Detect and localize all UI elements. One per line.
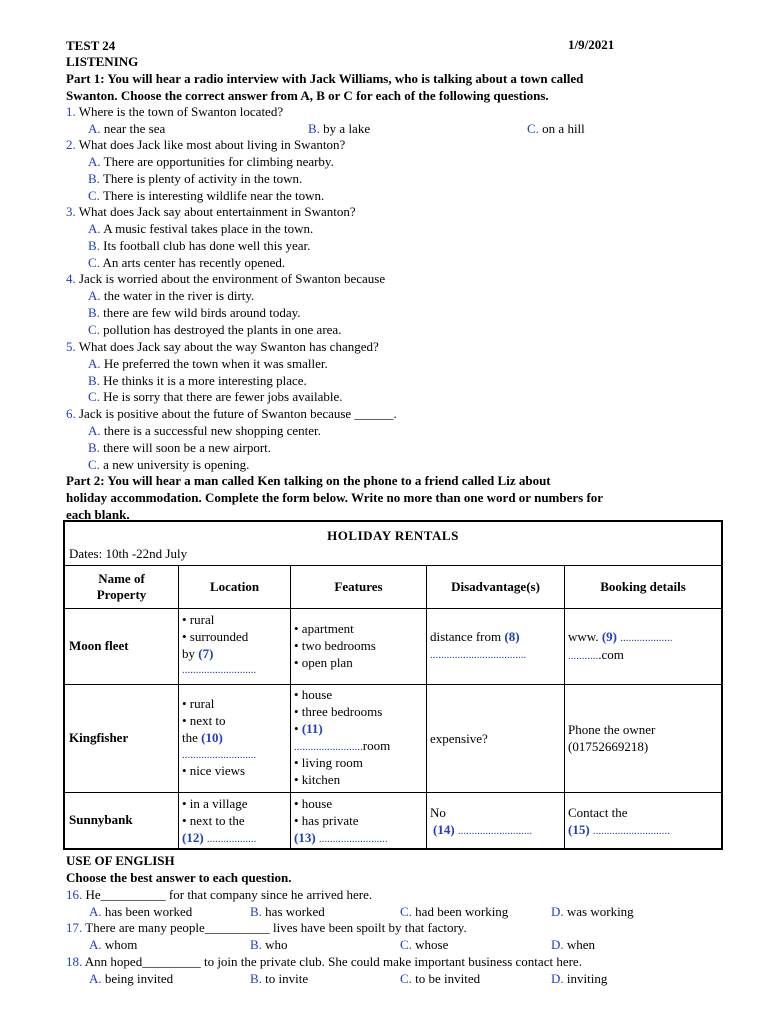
q16-option-b[interactable]: B. has worked xyxy=(250,904,325,919)
q6-option-a[interactable]: A. there is a successful new shopping center. xyxy=(88,423,321,438)
q3-option-a[interactable]: A. A music festival takes place in the town. xyxy=(88,221,314,236)
english-instruction: Choose the best answer to each question. xyxy=(66,870,292,885)
q6-option-c[interactable]: C. a new university is opening. xyxy=(88,457,250,472)
blank-15-input[interactable]: ............................ xyxy=(592,825,670,837)
row-moonfleet-location: • rural • surrounded by (7) ........................... xyxy=(179,609,291,685)
row-sunnybank-disadvantage: No (14) ........................... xyxy=(427,793,565,848)
q17-option-d[interactable]: D. when xyxy=(551,937,596,952)
q16-option-c[interactable]: C. had been working xyxy=(400,904,509,919)
question-18: 18. Ann hoped_________ to join the private club. She could make important business contact here. xyxy=(66,954,582,969)
table-dates: Dates: 10th -22nd July xyxy=(69,546,188,561)
table-title-cell xyxy=(65,522,721,566)
row-sunnybank-features: • house • has private (13) ......................... xyxy=(291,793,427,848)
q16-option-d[interactable]: D. was working xyxy=(551,904,634,919)
test-title: TEST 24 xyxy=(66,38,116,53)
blank-12-input[interactable]: .................. xyxy=(206,833,257,845)
question-17: 17. There are many people__________ lives have been spoilt by that factory. xyxy=(66,920,467,935)
row-sunnybank-location: • in a village • next to the (12) .................. xyxy=(179,793,291,848)
row-moonfleet-disadvantage: distance from (8) ................................... xyxy=(427,609,565,685)
q2-option-a[interactable]: A. There are opportunities for climbing nearby. xyxy=(88,154,334,169)
q1-option-b[interactable]: B. by a lake xyxy=(308,121,371,136)
q18-option-a[interactable]: A. being invited xyxy=(89,971,174,986)
q1-option-a[interactable]: A. near the sea xyxy=(88,121,166,136)
q2-option-c[interactable]: C. There is interesting wildlife near the town. xyxy=(88,188,325,203)
header-name-of-property: Name of Property xyxy=(65,566,179,609)
section-listening: LISTENING xyxy=(66,54,139,69)
q4-option-b[interactable]: B. there are few wild birds around today. xyxy=(88,305,301,320)
q5-option-b[interactable]: B. He thinks it is a more interesting place. xyxy=(88,373,307,388)
row-moonfleet-features: • apartment • two bedrooms • open plan xyxy=(291,609,427,685)
row-kingfisher-features: • house • three bedrooms • (11) .........................room • living room • kitchen xyxy=(291,685,427,793)
q17-option-c[interactable]: C. whose xyxy=(400,937,449,952)
question-6: 6. Jack is positive about the future of Swanton because ______. xyxy=(66,406,397,421)
row-kingfisher-location: • rural • next to the (10) ........................... • nice views xyxy=(179,685,291,793)
q3-option-c[interactable]: C. An arts center has recently opened. xyxy=(88,255,286,270)
row-kingfisher-booking: Phone the owner (01752669218) xyxy=(565,685,721,793)
q4-option-a[interactable]: A. the water in the river is dirty. xyxy=(88,288,255,303)
q2-option-b[interactable]: B. There is plenty of activity in the town. xyxy=(88,171,303,186)
q18-option-d[interactable]: D. inviting xyxy=(551,971,608,986)
q5-option-a[interactable]: A. He preferred the town when it was smaller. xyxy=(88,356,328,371)
row-sunnybank-name: Sunnybank xyxy=(65,793,179,848)
question-4: 4. Jack is worried about the environment of Swanton because xyxy=(66,271,386,286)
q4-option-c[interactable]: C. pollution has destroyed the plants in one area. xyxy=(88,322,342,337)
header-booking-details: Booking details xyxy=(565,566,721,609)
row-moonfleet-name: Moon fleet xyxy=(65,609,179,685)
blank-9-input[interactable]: ................... xyxy=(620,632,673,644)
holiday-rentals-table xyxy=(63,520,723,850)
q16-option-a[interactable]: A. has been worked xyxy=(89,904,193,919)
part2-intro-line2: holiday accommodation. Complete the form below. Write no more than one word or numbers for xyxy=(66,490,604,505)
blank-13-input[interactable]: ......................... xyxy=(318,833,388,845)
q18-option-b[interactable]: B. to invite xyxy=(250,971,309,986)
part1-intro-line2: Swanton. Choose the correct answer from A, B or C for each of the following questions. xyxy=(66,88,549,103)
q17-option-a[interactable]: A. whom xyxy=(89,937,138,952)
blank-14-input[interactable]: ........................... xyxy=(457,825,533,837)
question-5: 5. What does Jack say about the way Swanton has changed? xyxy=(66,339,379,354)
q3-option-b[interactable]: B. Its football club has done well this year. xyxy=(88,238,311,253)
row-kingfisher-name: Kingfisher xyxy=(65,685,179,793)
part2-intro-line1: Part 2: You will hear a man called Ken talking on the phone to a friend called Liz about xyxy=(66,473,551,488)
question-16: 16. He__________ for that company since he arrived here. xyxy=(66,887,373,902)
q17-option-b[interactable]: B. who xyxy=(250,937,288,952)
section-use-of-english: USE OF ENGLISH xyxy=(66,853,175,868)
test-date: 1/9/2021 xyxy=(568,37,615,52)
q18-option-c[interactable]: C. to be invited xyxy=(400,971,481,986)
part2-intro-line3: each blank. xyxy=(66,507,130,522)
part1-intro-line1: Part 1: You will hear a radio interview with Jack Williams, who is talking about a town called xyxy=(66,71,584,86)
row-kingfisher-disadvantage: expensive? xyxy=(427,685,565,793)
row-moonfleet-booking: www. (9) ................... ............com xyxy=(565,609,721,685)
q5-option-c[interactable]: C. He is sorry that there are fewer jobs available. xyxy=(88,389,343,404)
header-features: Features xyxy=(291,566,427,609)
blank-8-input[interactable]: ................................... xyxy=(430,649,527,661)
blank-7-input[interactable]: ........................... xyxy=(182,664,257,676)
blank-11-input[interactable]: ......................... xyxy=(294,741,363,753)
question-3: 3. What does Jack say about entertainment in Swanton? xyxy=(66,204,356,219)
table-title: HOLIDAY RENTALS xyxy=(327,528,459,543)
q1-option-c[interactable]: C. on a hill xyxy=(527,121,585,136)
question-1: 1. Where is the town of Swanton located? xyxy=(66,104,284,119)
question-2: 2. What does Jack like most about living in Swanton? xyxy=(66,137,346,152)
q6-option-b[interactable]: B. there will soon be a new airport. xyxy=(88,440,272,455)
header-disadvantages: Disadvantage(s) xyxy=(427,566,565,609)
header-location: Location xyxy=(179,566,291,609)
row-sunnybank-booking: Contact the (15) ............................ xyxy=(568,805,670,837)
blank-10-input[interactable]: ........................... xyxy=(182,749,257,761)
